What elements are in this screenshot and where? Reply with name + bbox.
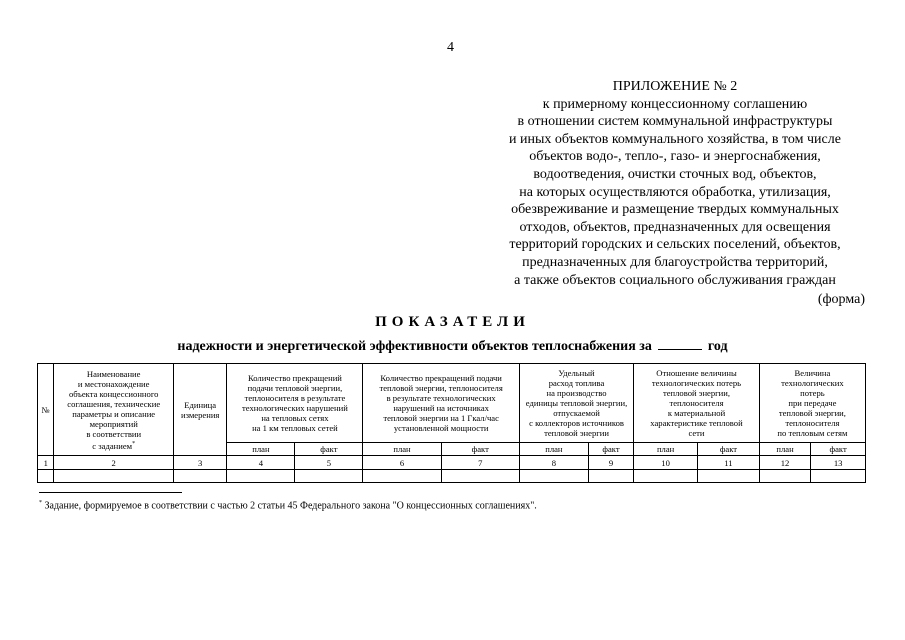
header-line: Количество прекращений (247, 373, 342, 383)
header-line: технологических (781, 378, 844, 388)
appendix-line: к примерному концессионному соглашению (542, 96, 808, 112)
header-plan: план (519, 443, 588, 456)
header-line: соглашения, технические (67, 398, 161, 409)
header-fact: факт (441, 443, 519, 456)
header-line: подачи тепловой энергии, (247, 383, 343, 393)
table-cell[interactable] (441, 470, 519, 483)
header-line: Наименование (86, 368, 141, 379)
header-group-loss-ratio (634, 364, 760, 443)
header-line: теплоносителя (785, 418, 840, 428)
table-cell[interactable] (54, 470, 173, 483)
header-line: отпускаемой (553, 408, 600, 418)
footnote-mark: * (39, 500, 42, 506)
page-number: 4 (447, 40, 454, 55)
header-unit (173, 364, 227, 456)
header-line: установленной мощности (393, 423, 489, 433)
appendix-line: водоотведения, очистки сточных вод, объектов, (533, 166, 817, 182)
subtitle-text: надежности и энергетической эффективности объектов теплоснабжения за (177, 339, 652, 354)
header-line: тепловой энергии (544, 428, 609, 438)
year-blank-field[interactable] (658, 337, 702, 350)
header-line: теплоносителя в результате (244, 393, 346, 403)
column-number: 3 (173, 456, 227, 470)
header-line: с коллекторов источников (529, 418, 624, 428)
footnote-text: Задание, формируемое в соответствии с частью 2 статьи 45 Федерального закона "О концессионных соглашениях". (42, 500, 537, 512)
table-cell[interactable] (227, 470, 295, 483)
header-line: при передаче (788, 398, 837, 408)
footnote-divider (39, 492, 182, 493)
column-number: 11 (698, 456, 760, 470)
header-line: технологических потерь (651, 378, 742, 388)
column-number: 2 (54, 456, 173, 470)
header-line: параметры и описание (72, 408, 156, 419)
column-number: 9 (588, 456, 633, 470)
header-plan: план (634, 443, 698, 456)
header-line: тепловой энергии, (662, 388, 731, 398)
appendix-line: объектов водо-, тепло-, газо- и энергоснабжения, (529, 149, 821, 165)
appendix-line: территорий городских и сельских поселений, объектов, (509, 237, 841, 253)
header-line: потерь (800, 388, 825, 398)
column-number: 8 (519, 456, 588, 470)
header-fact: факт (295, 443, 363, 456)
appendix-line: ПРИЛОЖЕНИЕ № 2 (612, 79, 738, 94)
table-cell[interactable] (634, 470, 698, 483)
footnote (39, 500, 537, 511)
header-line: Удельный (558, 368, 595, 378)
table-cell[interactable] (363, 470, 441, 483)
appendix-header (480, 78, 870, 289)
table-cell[interactable] (588, 470, 633, 483)
table-cell[interactable] (295, 470, 363, 483)
subtitle-year-word: год (707, 339, 728, 354)
header-line: и местонахождение (77, 378, 150, 389)
form-label: (форма) (817, 292, 865, 307)
header-line: Количество прекращений подачи (380, 373, 502, 383)
table-cell[interactable] (38, 470, 54, 483)
header-line: характеристике тепловой (650, 418, 743, 428)
header-group-source-interruptions (363, 364, 520, 443)
header-line: к материальной (667, 408, 726, 418)
document-subtitle (0, 337, 905, 355)
header-line: в результате технологических (386, 393, 496, 403)
column-number: 7 (441, 456, 519, 470)
header-line: Единица (184, 399, 217, 410)
table-cell[interactable] (759, 470, 810, 483)
header-line: с заданием (92, 440, 133, 451)
column-number: 1 (38, 456, 54, 470)
document-title: ПОКАЗАТЕЛИ (375, 314, 530, 330)
column-number: 4 (227, 456, 295, 470)
column-number: 10 (634, 456, 698, 470)
header-number: № (38, 364, 54, 456)
header-line: измерения (181, 409, 220, 420)
header-plan: план (759, 443, 810, 456)
header-line: сети (688, 428, 705, 438)
column-number: 13 (811, 456, 866, 470)
header-line: на 1 км тепловых сетей (252, 423, 338, 433)
header-line: в соответствии (86, 428, 142, 439)
column-number: 12 (759, 456, 810, 470)
appendix-line: отходов, объектов, предназначенных для освещения (519, 219, 831, 235)
table-cell[interactable] (173, 470, 227, 483)
header-line: технологических нарушений (242, 403, 348, 413)
appendix-line: обезвреживание и размещение твердых коммунальных (511, 202, 839, 218)
header-line: единицы тепловой энергии, (525, 398, 628, 408)
header-line: на производство (546, 388, 607, 398)
table-cell[interactable] (698, 470, 760, 483)
header-line: теплоносителя (669, 398, 724, 408)
header-line: мероприятий (89, 418, 138, 429)
appendix-line: предназначенных для благоустройства территорий, (522, 254, 828, 270)
header-line: по тепловым сетям (777, 428, 848, 438)
header-line: тепловой энергии, (778, 408, 846, 418)
header-fact: факт (588, 443, 633, 456)
header-line: Отношение величины (656, 368, 737, 378)
header-line: Величина (794, 368, 831, 378)
column-number: 6 (363, 456, 441, 470)
header-fact: факт (698, 443, 760, 456)
header-object-name (54, 364, 173, 456)
appendix-line: на которых осуществляются обработка, утилизация, (519, 184, 831, 200)
header-group-network-interruptions (227, 364, 363, 443)
appendix-line: и иных объектов коммунального хозяйства, в том числе (509, 131, 841, 147)
table-row (38, 470, 866, 483)
column-number: 5 (295, 456, 363, 470)
header-line: расход топлива (548, 378, 605, 388)
header-line: объекта концессионного (68, 388, 159, 399)
table-cell[interactable] (519, 470, 588, 483)
header-line: на тепловых сетях (261, 413, 329, 423)
header-line: нарушений на источниках (393, 403, 489, 413)
header-fact: факт (811, 443, 866, 456)
indicators-table (37, 363, 866, 483)
header-line: тепловой энергии, теплоносителя (379, 383, 503, 393)
table-cell[interactable] (811, 470, 866, 483)
header-group-fuel-consumption (519, 364, 633, 443)
header-plan: план (363, 443, 441, 456)
appendix-line: а также объектов социального обслуживания граждан (514, 272, 836, 288)
appendix-line: в отношении систем коммунальной инфраструктуры (517, 114, 833, 130)
header-plan: план (227, 443, 295, 456)
header-line: тепловой энергии на 1 Гкал/час (383, 413, 499, 423)
footnote-mark: * (132, 440, 136, 447)
header-group-transmission-losses (759, 364, 865, 443)
